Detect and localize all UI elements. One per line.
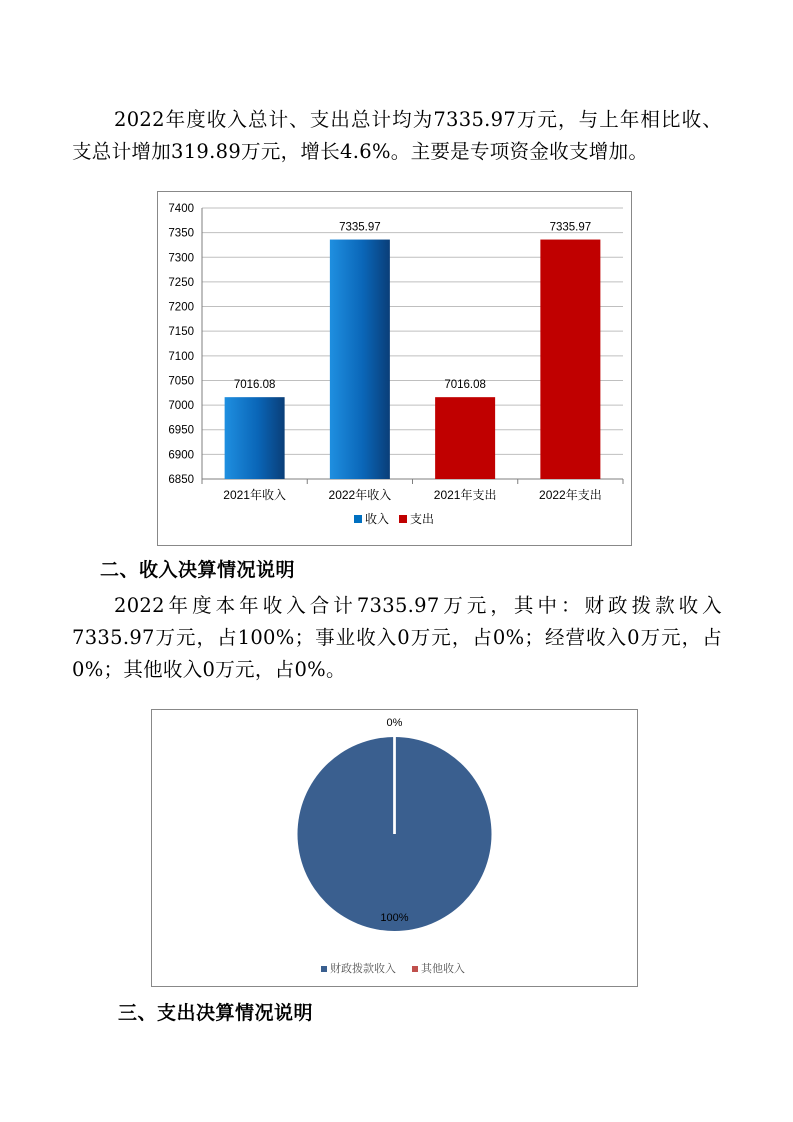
bar-expense-2 — [435, 397, 495, 479]
summary-paragraph: 2022年度收入总计、支出总计均为7335.97万元，与上年相比收、支总计增加319.89万元，增长4.6%。主要是专项资金收支增加。 — [72, 108, 722, 163]
legend-swatch-income — [354, 515, 362, 523]
income-paragraph: 2022年度本年收入合计7335.97万元，其中：财政拨款收入7335.97万元，占100%；事业收入0万元，占0%；经营收入0万元，占0%；其他收入0万元，占0%。 — [72, 594, 722, 681]
x-tick-label: 2021年收入 — [223, 488, 286, 502]
bar-chart-svg — [158, 192, 631, 545]
legend-swatch-expense — [399, 515, 407, 523]
x-tick-label: 2022年收入 — [328, 488, 392, 502]
y-tick-label: 7250 — [168, 276, 194, 289]
y-tick-label: 7100 — [168, 350, 194, 363]
y-tick-label: 7150 — [168, 326, 194, 339]
pie-legend-label: 其他收入 — [421, 963, 465, 975]
bar-expense-3 — [540, 240, 600, 479]
expense-section-heading: 三、支出决算情况说明 — [118, 1002, 314, 1024]
pie-chart-svg — [152, 710, 637, 986]
bar-data-label: 7335.97 — [339, 221, 381, 234]
pie-legend-swatch-0 — [321, 966, 327, 972]
y-tick-label: 7050 — [168, 375, 194, 388]
legend-label: 支出 — [410, 512, 435, 526]
pie-legend-swatch-1 — [412, 966, 418, 972]
bar-income-1 — [330, 240, 390, 479]
x-tick-label: 2022年支出 — [539, 488, 602, 502]
pie-data-label-main: 100% — [380, 912, 409, 924]
y-tick-label: 7000 — [168, 400, 194, 413]
y-tick-label: 7400 — [168, 203, 194, 215]
y-tick-label: 6900 — [168, 449, 194, 462]
pie-legend-label: 财政拨款收入 — [330, 963, 396, 975]
bar-data-label: 7016.08 — [444, 379, 486, 392]
pie-chart — [151, 709, 638, 987]
y-tick-label: 6850 — [168, 474, 194, 486]
y-tick-label: 6950 — [168, 424, 194, 437]
pie-data-label-other: 0% — [386, 717, 403, 729]
bar-income-0 — [225, 397, 285, 479]
x-tick-label: 2021年支出 — [433, 488, 497, 502]
y-tick-label: 7300 — [168, 252, 194, 265]
y-tick-label: 7200 — [168, 301, 194, 314]
legend-label: 收入 — [365, 512, 390, 526]
bar-data-label: 7016.08 — [233, 379, 276, 392]
bar-data-label: 7335.97 — [549, 221, 592, 234]
y-tick-label: 7350 — [168, 227, 194, 240]
income-section-heading: 二、收入决算情况说明 — [100, 559, 296, 581]
bar-chart — [157, 191, 632, 546]
